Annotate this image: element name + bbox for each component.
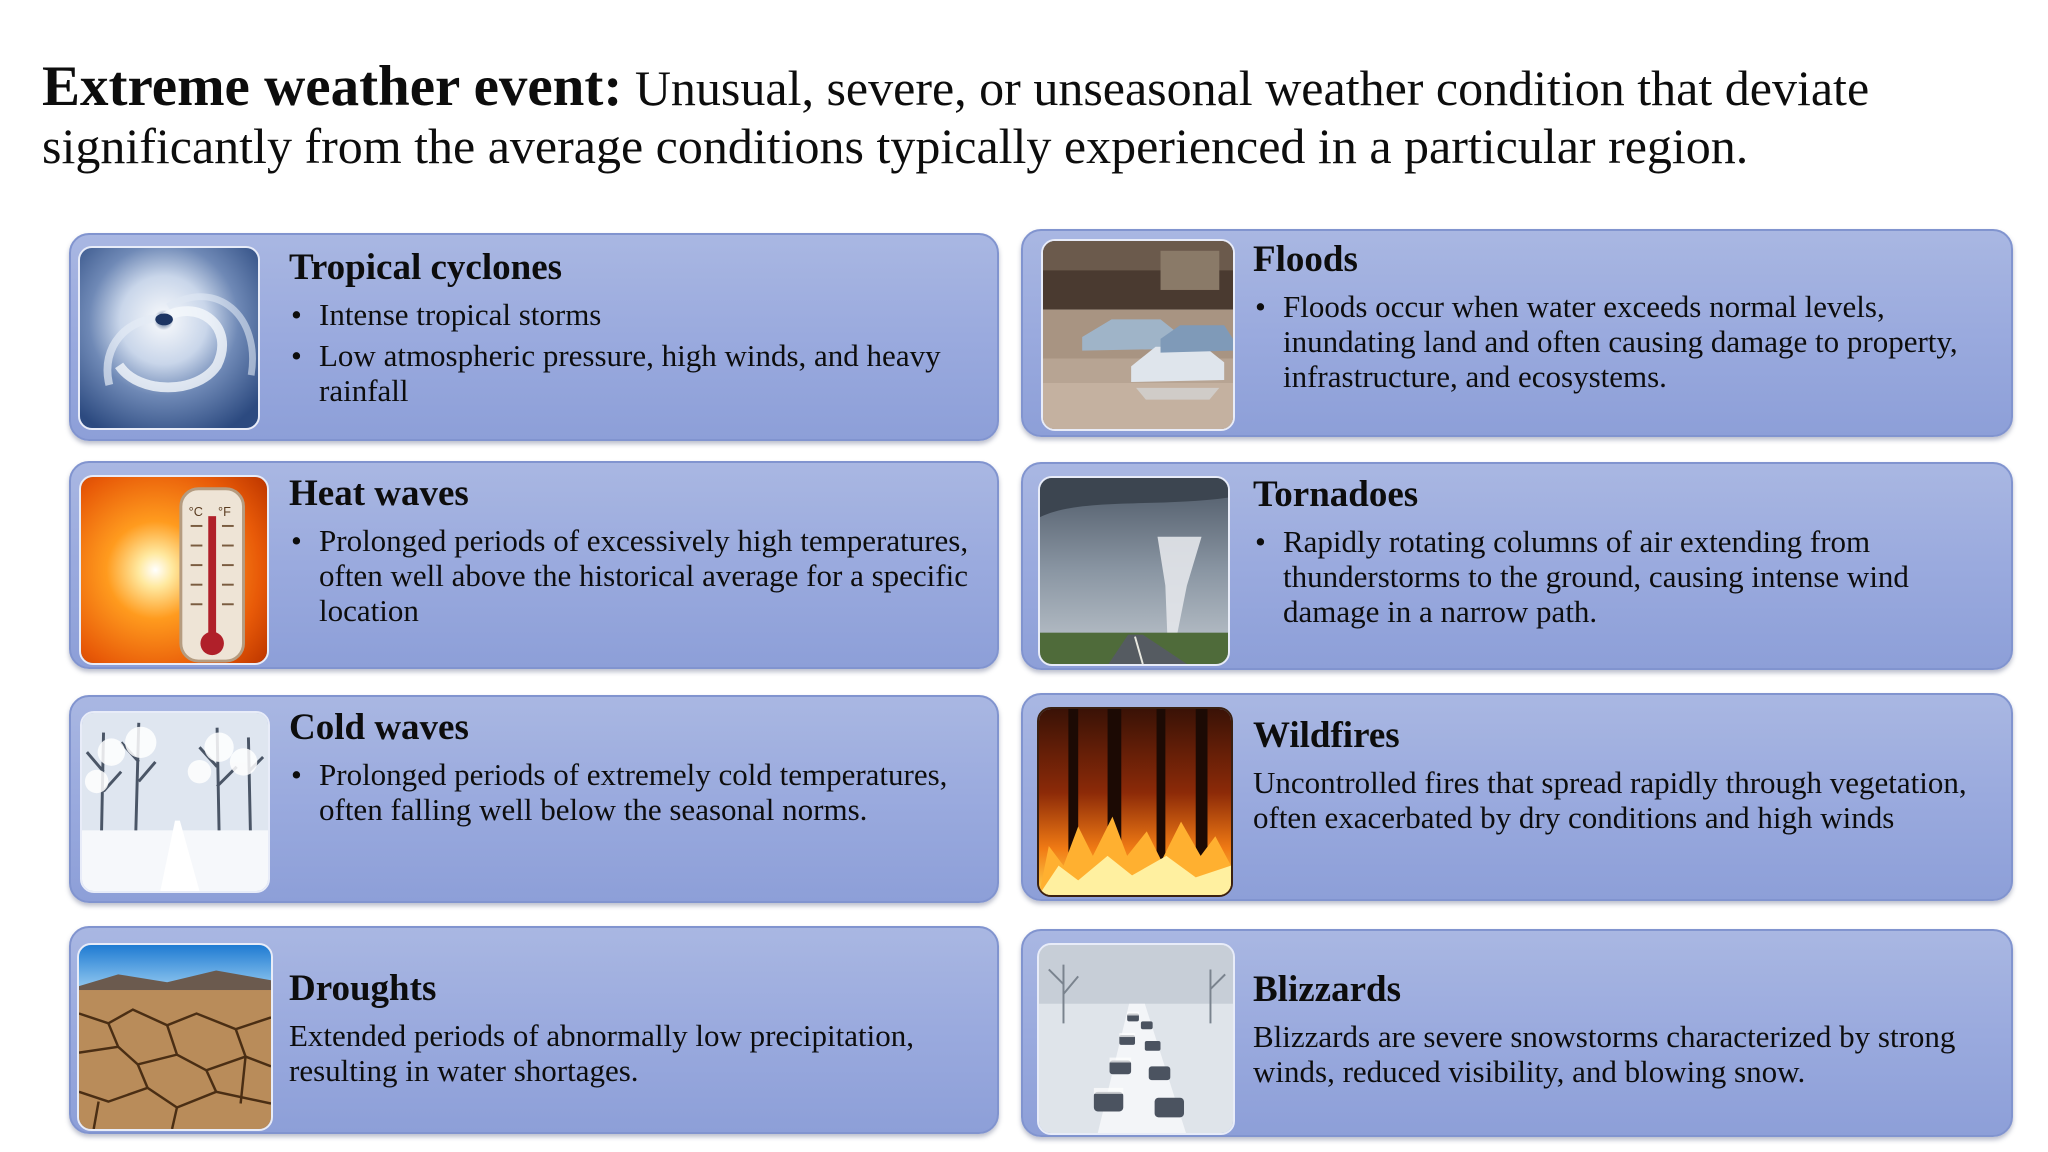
card-title: Heat waves [289, 473, 469, 514]
title-definition: Unusual, severe, or unseasonal weather condition that deviate significantly from the average conditions typically experienced in a particular region. [42, 60, 1870, 174]
drought-image [77, 943, 273, 1131]
page-title [42, 55, 2002, 175]
list-item: • Floods occur when water exceeds normal levels, inundating land and often causing damage to property, infrastructure, and ecosystems. [1283, 289, 1991, 394]
snowy-forest-image [80, 711, 270, 893]
flood-image [1041, 239, 1235, 431]
blizzard-image [1037, 943, 1235, 1135]
bullet-list [1253, 289, 1991, 394]
card-description: Extended periods of abnormally low precipitation, resulting in water shortages. [289, 1018, 914, 1088]
card-title: Tropical cyclones [289, 247, 563, 288]
wildfire-image [1037, 707, 1233, 897]
list-item: • Prolonged periods of extremely cold temperatures, often falling well below the seasonal norms. [319, 757, 977, 827]
bullet-list [1253, 524, 1991, 629]
card-droughts [69, 926, 999, 1134]
list-item: • Rapidly rotating columns of air extending from thunderstorms to the ground, causing intense wind damage in a narrow path. [1283, 524, 1991, 629]
card-title: Cold waves [289, 707, 469, 748]
bullet-list [289, 297, 977, 408]
card-title: Tornadoes [1253, 474, 1419, 515]
card-description: Uncontrolled fires that spread rapidly through vegetation, often exacerbated by dry conditions and high winds [1253, 765, 1967, 835]
card-wildfires [1021, 693, 2013, 901]
list-item: • Prolonged periods of excessively high temperatures, often well above the historical average for a specific location [319, 523, 977, 628]
card-title: Blizzards [1253, 969, 1401, 1010]
tornado-image [1038, 476, 1230, 666]
thermometer-celsius-label: °C [188, 504, 203, 520]
card-blizzards [1021, 929, 2013, 1137]
hurricane-image [78, 246, 260, 430]
card-tornadoes [1021, 462, 2013, 670]
card-title: Wildfires [1253, 715, 1400, 756]
card-cold-waves [69, 695, 999, 903]
thermometer-fahrenheit-label: °F [218, 504, 231, 520]
card-title: Floods [1253, 239, 1358, 280]
card-title: Droughts [289, 968, 437, 1009]
card-floods [1021, 229, 2013, 437]
list-item: • Intense tropical storms [319, 297, 977, 332]
card-tropical-cyclones [69, 233, 999, 441]
card-heat-waves [69, 461, 999, 669]
thermometer-image [79, 475, 269, 665]
list-item: • Low atmospheric pressure, high winds, and heavy rainfall [319, 338, 977, 408]
card-description: Blizzards are severe snowstorms characterized by strong winds, reduced visibility, and blowing snow. [1253, 1019, 1956, 1089]
bullet-list [289, 757, 977, 827]
title-term: Extreme weather event: [42, 55, 623, 118]
bullet-list [289, 523, 977, 628]
